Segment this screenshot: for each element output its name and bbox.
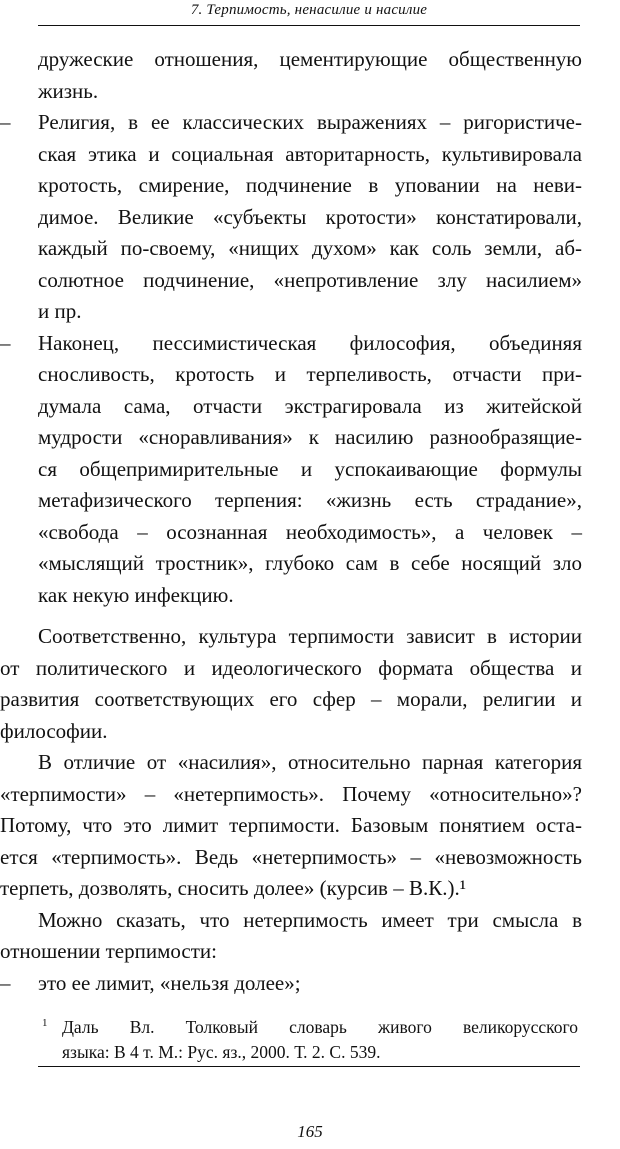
- list-dash: –: [0, 970, 11, 995]
- text-line: [0, 422, 582, 454]
- line-text: ская этика и социальная авторитарность, культивировала: [38, 141, 582, 166]
- line-text: развития соответствующих его сфер – морали, религии и: [0, 687, 582, 711]
- line-text: кротость, смирение, подчинение в уповании на неви-: [38, 173, 582, 197]
- text-line: [0, 485, 582, 517]
- line-text: и пр.: [38, 299, 82, 323]
- text-line: [0, 873, 582, 905]
- text-line: [0, 968, 582, 1000]
- footnote-mark: 1: [42, 1017, 48, 1029]
- line-text: от политического и идеологического формата общества и: [0, 655, 582, 680]
- line-text: Потому, что это лимит терпимости. Базовым понятием оста-: [0, 813, 582, 837]
- line-text: В отличие от «насилия», относительно парная категория: [38, 750, 582, 774]
- footnote-text: языка: В 4 т. М.: Рус. яз., 2000. Т. 2. С. 539.: [62, 1042, 381, 1062]
- page-number: 165: [297, 1122, 323, 1141]
- text-line: [0, 684, 582, 716]
- line-text: солютное подчинение, «непротивление злу насилием»: [38, 267, 582, 292]
- footnote-text: Даль Вл. Толковый словарь живого великорусского: [62, 1017, 578, 1037]
- line-text: мудрости «сноравливания» к насилию разнообразящие-: [38, 425, 582, 449]
- line-text: каждый по-своему, «нищих духом» как соль земли, аб-: [38, 236, 582, 260]
- text-line: [0, 76, 582, 108]
- text-line: [0, 328, 582, 360]
- line-text: сносливость, кротость и терпеливость, отчасти при-: [38, 362, 582, 386]
- footnote-bottom-rule: [38, 1066, 580, 1067]
- body-text: [0, 44, 620, 999]
- text-line: [0, 842, 582, 874]
- line-text: дружеские отношения, цементирующие общественную: [38, 47, 582, 71]
- text-line: [0, 517, 582, 549]
- text-line: [0, 44, 582, 76]
- text-line: [0, 621, 582, 653]
- footnote-line: [38, 1015, 578, 1040]
- line-text: димое. Великие «субъекты кротости» констатировали,: [38, 204, 582, 229]
- paragraph-gap: [0, 611, 620, 621]
- line-text: «мыслящий тростник», глубоко сам в себе носящий зло: [38, 551, 582, 575]
- line-text: ется «терпимость». Ведь «нетерпимость» – «невозможность: [0, 844, 582, 869]
- line-text: Соответственно, культура терпимости зависит в истории: [38, 624, 582, 648]
- text-line: [0, 454, 582, 486]
- text-line: [0, 170, 582, 202]
- line-text: жизнь.: [38, 78, 99, 103]
- text-line: [0, 747, 582, 779]
- text-line: [0, 905, 582, 937]
- text-line: [0, 779, 582, 811]
- text-line: [0, 810, 582, 842]
- line-text: терпеть, дозволять, сносить долее» (курсив – В.К.).¹: [0, 876, 467, 900]
- line-text: метафизического терпения: «жизнь есть страдание»,: [38, 488, 582, 512]
- list-dash: –: [0, 330, 11, 355]
- line-text: думала сама, отчасти экстрагировала из житейской: [38, 393, 582, 418]
- line-text: «свобода – осознанная необходимость», а человек –: [38, 519, 582, 544]
- text-line: [0, 107, 582, 139]
- line-text: Религия, в ее классических выражениях – ригористиче-: [38, 110, 582, 134]
- line-text: Наконец, пессимистическая философия, объединяя: [38, 330, 582, 355]
- line-text: «терпимости» – «нетерпимость». Почему «относительно»?: [0, 781, 582, 806]
- footnote-line: [38, 1040, 578, 1065]
- running-header: 7. Терпимость, ненасилие и насилие: [38, 2, 580, 26]
- text-line: [0, 936, 582, 968]
- line-text: ся общепримирительные и успокаивающие формулы: [38, 456, 582, 481]
- text-line: [0, 653, 582, 685]
- line-text: Можно сказать, что нетерпимость имеет три смысла в: [38, 907, 582, 932]
- text-line: [0, 296, 582, 328]
- text-line: [0, 139, 582, 171]
- text-line: [0, 265, 582, 297]
- text-line: [0, 233, 582, 265]
- line-text: философии.: [0, 718, 108, 743]
- text-line: [0, 548, 582, 580]
- line-text: это ее лимит, «нельзя долее»;: [38, 970, 301, 995]
- line-text: как некую инфекцию.: [38, 582, 234, 607]
- line-text: отношении терпимости:: [0, 939, 217, 963]
- text-line: [0, 391, 582, 423]
- text-line: [0, 580, 582, 612]
- text-line: [0, 359, 582, 391]
- text-line: [0, 202, 582, 234]
- footnote: [38, 1015, 578, 1065]
- list-dash: –: [0, 110, 11, 134]
- text-line: [0, 716, 582, 748]
